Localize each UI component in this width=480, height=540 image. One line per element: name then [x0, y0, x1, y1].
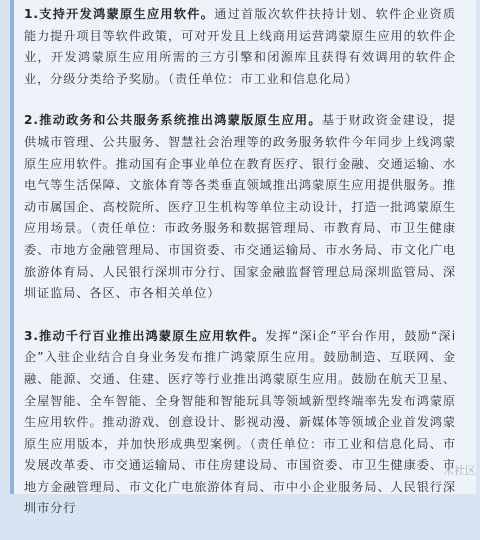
paragraph-3-body: 发挥“深i企”平台作用，鼓励“深i企”入驻企业结合自身业务发布推广鸿蒙原生应用。鼓励制造、互联网、金融、能源、交通、住建、医疗等行业推出鸿蒙原生应用。鼓励在航天卫星、全屋智能、全车智能、全身智能和智能玩具等领域新型终端率先发布鸿蒙原生应用软件。推动游戏、创意设计、影视动漫、新媒体等领域企业首发鸿蒙原生应用版本，并加快形成典型案例。（责任单位：市工业和信息化局、市发展改革委、市交通运输局、市住房建设局、市国资委、市卫生健康委、市地方金融管理局、市文化广电旅游体育局、市中小企业服务局、人民银行深圳市分行 [24, 328, 456, 516]
paragraph-1-heading: 1.支持开发鸿蒙原生应用软件。 [24, 7, 215, 21]
watermark: 术社区 [443, 464, 476, 477]
paragraph-2 [24, 110, 456, 304]
paragraph-1-body: 通过首版次软件扶持计划、软件企业资质能力提升项目等软件政策，可对开发且上线商用运营鸿蒙原生应用的软件企业，开发鸿蒙原生应用所需的三方引擎和闭源库且获得有效调用的软件企业，分级分类给予奖励。（责任单位：市工业和信息化局） [24, 7, 456, 86]
paragraph-3-heading: 3.推动千行百业推出鸿蒙原生应用软件。 [24, 328, 266, 343]
paragraph-1 [24, 4, 456, 90]
paragraph-2-heading: 2.推动政务和公共服务系统推出鸿蒙版原生应用。 [24, 113, 322, 128]
article-content [24, 4, 456, 540]
paragraph-3 [24, 326, 456, 520]
paragraph-2-body: 基于财政资金建设，提供城市管理、公共服务、智慧社会治理等的政务服务软件今年同步上线鸿蒙原生应用软件。推动国有企事业单位在教育医疗、银行金融、交通运输、水电气等生活保障、文旅体育等各类垂直领域推出鸿蒙原生应用提供服务。推动市属国企、高校院所、医疗卫生机构等单位主动设计，打造一批鸿蒙原生应用场景。（责任单位：市政务服务和数据管理局、市教育局、市卫生健康委、市地方金融管理局、市国资委、市交通运输局、市水务局、市文化广电旅游体育局、人民银行深圳市分行、国家金融监督管理总局深圳监管局、深圳证监局、各区、市各相关单位） [24, 113, 457, 301]
